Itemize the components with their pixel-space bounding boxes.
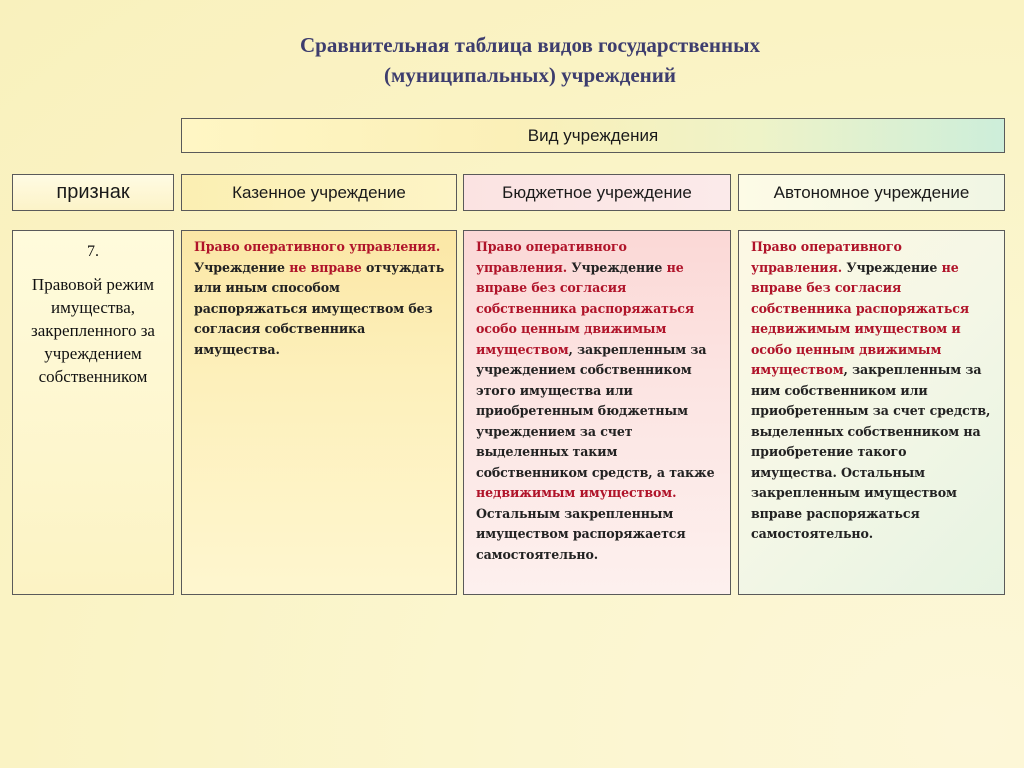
attribute-cell — [12, 230, 174, 595]
body-text: Учреждение — [194, 259, 290, 275]
institution-type-header: Вид учреждения — [181, 118, 1005, 153]
budget-institution-cell — [463, 230, 731, 595]
body-text: отчуждать или иным способом распоряжаться имуществом без согласия собственника имущества. — [194, 259, 445, 357]
body-text: , закрепленным за ним собственником или приобретенным за счет средств, выделенных собственником на приобретение такого имущества. Остальным закрепленным имуществом вправе распоряжаться самостоятельно. — [751, 362, 991, 541]
body-text: Учреждение — [567, 259, 667, 275]
state-institution-cell — [181, 230, 457, 595]
autonomous-institution-cell — [738, 230, 1005, 595]
title-line-2: (муниципальных) учреждений — [384, 63, 676, 87]
attribute-number: 7. — [87, 243, 99, 260]
attribute-header: признак — [12, 174, 174, 211]
title-line-1: Сравнительная таблица видов государственных — [300, 33, 760, 57]
budget-institution-text — [464, 231, 730, 565]
state-institution-text — [182, 231, 456, 360]
autonomous-institution-text — [739, 231, 1004, 545]
attribute-label: Правовой режим имущества, закрепленного за учреждением собственником — [31, 275, 155, 386]
emphasis-text: Право оперативного управления. — [194, 239, 441, 254]
emphasis-text: не вправе без согласия собственника распоряжаться недвижимым имуществом и особо ценным движимым имуществом — [751, 259, 970, 377]
emphasis-text: не вправе без согласия собственника распоряжаться особо ценным движимым имуществом — [476, 259, 695, 357]
page-title — [0, 30, 1024, 90]
emphasis-text: недвижимым имуществом. — [476, 485, 677, 500]
body-text: Учреждение — [842, 259, 942, 275]
emphasis-text: не вправе — [289, 259, 362, 275]
emphasis-text: Право оперативного управления. — [476, 239, 627, 275]
emphasis-text: Право оперативного управления. — [751, 239, 902, 275]
body-text: , закрепленным за учреждением собственником этого имущества или приобретенным бюджетным учреждением за счет выделенных таким собственником средств, а также — [476, 341, 715, 480]
autonomous-institution-header: Автономное учреждение — [738, 174, 1005, 211]
budget-institution-header: Бюджетное учреждение — [463, 174, 731, 211]
state-institution-header: Казенное учреждение — [181, 174, 457, 211]
body-text: Остальным закрепленным имуществом распоряжается самостоятельно. — [476, 505, 686, 562]
